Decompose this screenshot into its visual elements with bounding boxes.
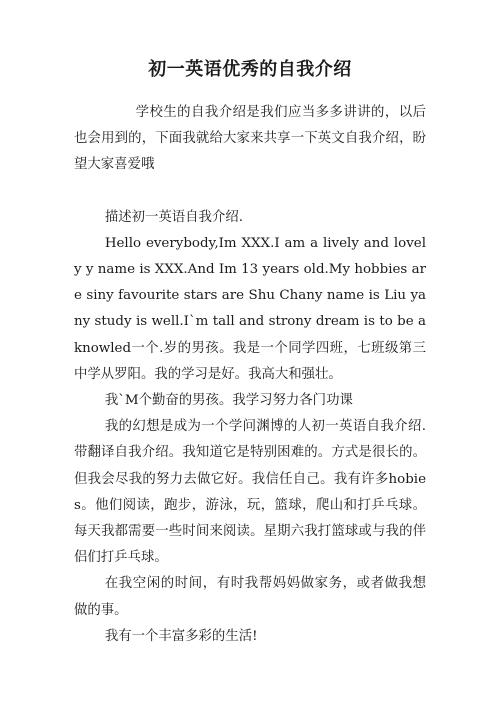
body-paragraph: Hello everybody,Im XXX.I am a lively and lovely y name is XXX.And Im 13 years old.My hobbies are siny favourite stars are Shu Chany name is Liu yany study is well.I`m tall and strony dream is to be a knowled一个.岁的男孩。我是一个同学四班，七班级第三中学从罗阳。我的学习是好。我高大和强壮。	[74, 235, 426, 382]
body-paragraph: 我有一个丰富多彩的生活!	[104, 628, 258, 644]
paragraph-gap	[74, 179, 426, 205]
document-title: 初一英语优秀的自我介绍	[148, 59, 352, 80]
body-paragraph: 在我空闲的时间，有时我帮妈妈做家务，或者做我想做的事。	[74, 576, 426, 618]
body-paragraph: 我的幻想是成为一个学问渊博的人初一英语自我介绍.带翻译自我介绍。我知道它是特别困难的。方式是很长的。但我会尽我的努力去做它好。我信任自己。我有许多hobies。他们阅读，跑步，游泳，玩，篮球，爬山和打乒乓球。每天我都需要一些时间来阅读。星期六我打篮球或与我的伴侣们打乒乓球。	[74, 419, 426, 566]
body-paragraph: 描述初一英语自我介绍.	[104, 209, 243, 225]
body-paragraph: 我`M个勤奋的男孩。我学习努力各门功课	[104, 393, 353, 409]
intro-paragraph: 学校生的自我介绍是我们应当多多讲讲的，以后也会用到的，下面我就给大家来共享一下英文自我介绍，盼望大家喜爱哦	[74, 105, 426, 173]
